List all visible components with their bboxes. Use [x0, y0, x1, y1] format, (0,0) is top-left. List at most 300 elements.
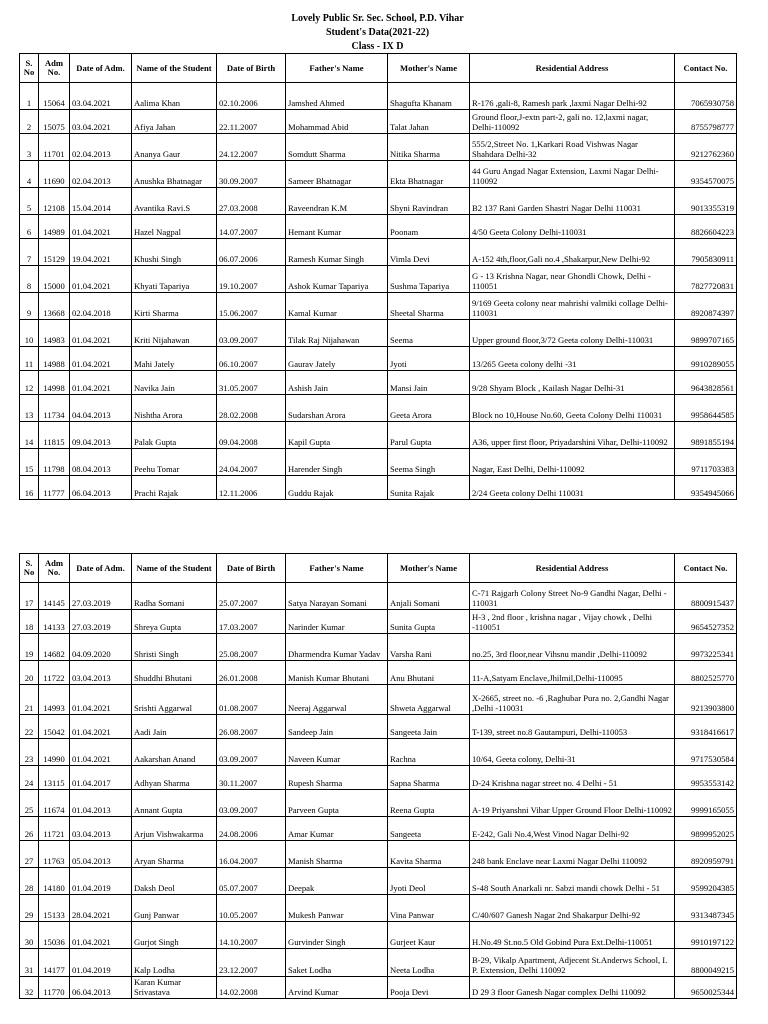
cell-sno: 16	[20, 476, 39, 500]
cell-sno: 3	[20, 134, 39, 161]
cell-dob: 27.03.2008	[217, 188, 286, 215]
cell-dob: 14.10.2007	[217, 922, 286, 949]
table-row	[20, 110, 737, 134]
cell-adm: 14177	[39, 949, 70, 977]
cell-sno: 24	[20, 766, 39, 790]
cell-adm: 11721	[39, 817, 70, 841]
cell-addr: 4/50 Geeta Colony Delhi-110031	[470, 215, 675, 239]
table-row	[20, 895, 737, 922]
cell-adm: 11722	[39, 661, 70, 685]
table-row	[20, 395, 737, 422]
cell-mother: Sheetal Sharma	[388, 293, 470, 320]
cell-name: Aalima Khan	[132, 83, 217, 110]
column-header-sno: S. No	[20, 54, 39, 83]
cell-mother: Shyni Ravindran	[388, 188, 470, 215]
cell-date: 06.04.2013	[70, 476, 132, 500]
cell-phone: 9899707165	[675, 320, 737, 347]
cell-phone: 9910289055	[675, 347, 737, 371]
cell-mother: Geeta Arora	[388, 395, 470, 422]
cell-date: 01.04.2021	[70, 266, 132, 293]
cell-mother: Rachna	[388, 739, 470, 766]
cell-date: 27.03.2019	[70, 610, 132, 634]
cell-dob: 14.02.2008	[217, 977, 286, 999]
cell-father: Sudarshan Arora	[286, 395, 388, 422]
student-table-1	[19, 53, 737, 500]
cell-adm: 11815	[39, 422, 70, 449]
cell-phone: 8800915437	[675, 583, 737, 610]
cell-mother: Vimla Devi	[388, 239, 470, 266]
cell-mother: Sapna Sharma	[388, 766, 470, 790]
column-header-name: Name of the Student	[132, 54, 217, 83]
cell-addr: C-71 Rajgarh Colony Street No-9 Gandhi Nagar, Delhi - 110031	[470, 583, 675, 610]
cell-name: Ananya Gaur	[132, 134, 217, 161]
cell-date: 01.04.2021	[70, 922, 132, 949]
column-header-phone: Contact No.	[675, 54, 737, 83]
cell-phone: 9650025344	[675, 977, 737, 999]
column-header-adm: Adm No.	[39, 554, 70, 583]
cell-adm: 11701	[39, 134, 70, 161]
cell-adm: 15000	[39, 266, 70, 293]
cell-mother: Ekta Bhatnagar	[388, 161, 470, 188]
cell-sno: 21	[20, 685, 39, 715]
cell-adm: 14993	[39, 685, 70, 715]
cell-date: 01.04.2021	[70, 371, 132, 395]
cell-phone: 9013355319	[675, 188, 737, 215]
cell-sno: 8	[20, 266, 39, 293]
cell-name: Kalp Lodha	[132, 949, 217, 977]
cell-date: 04.04.2013	[70, 395, 132, 422]
cell-phone: 7065930758	[675, 83, 737, 110]
table-row	[20, 215, 737, 239]
cell-mother: Varsha Rani	[388, 634, 470, 661]
cell-father: Manish Sharma	[286, 841, 388, 868]
cell-addr: no.25, 3rd floor,near Vihsnu mandir ,Delhi-110092	[470, 634, 675, 661]
table-header-row	[20, 54, 737, 83]
cell-mother: Neeta Lodha	[388, 949, 470, 977]
cell-father: Ramesh Kumar Singh	[286, 239, 388, 266]
table-row	[20, 661, 737, 685]
cell-phone: 7827720831	[675, 266, 737, 293]
cell-date: 03.04.2021	[70, 110, 132, 134]
cell-sno: 7	[20, 239, 39, 266]
cell-sno: 2	[20, 110, 39, 134]
table-row	[20, 739, 737, 766]
cell-date: 02.04.2013	[70, 161, 132, 188]
table-row	[20, 817, 737, 841]
cell-phone: 9313487345	[675, 895, 737, 922]
cell-dob: 03.09.2007	[217, 320, 286, 347]
cell-adm: 11674	[39, 790, 70, 817]
table-row	[20, 868, 737, 895]
cell-date: 01.04.2021	[70, 739, 132, 766]
cell-adm: 11770	[39, 977, 70, 999]
cell-dob: 30.09.2007	[217, 161, 286, 188]
cell-phone: 7905830911	[675, 239, 737, 266]
cell-addr: A36, upper first floor, Priyadarshini Vihar, Delhi-110092	[470, 422, 675, 449]
cell-phone: 9654527352	[675, 610, 737, 634]
cell-addr: 555/2,Street No. 1,Karkari Road Vishwas Nagar Shahdara Delhi-32	[470, 134, 675, 161]
cell-father: Jamshed Ahmed	[286, 83, 388, 110]
cell-adm: 11798	[39, 449, 70, 476]
cell-date: 03.04.2021	[70, 83, 132, 110]
cell-phone: 8802525770	[675, 661, 737, 685]
cell-adm: 15129	[39, 239, 70, 266]
cell-name: Palak Gupta	[132, 422, 217, 449]
cell-date: 08.04.2013	[70, 449, 132, 476]
cell-mother: Jyoti	[388, 347, 470, 371]
cell-name: Avantika Ravi.S	[132, 188, 217, 215]
cell-dob: 05.07.2007	[217, 868, 286, 895]
cell-addr: T-139, street no.8 Gautampuri, Delhi-110053	[470, 715, 675, 739]
cell-date: 01.04.2021	[70, 715, 132, 739]
cell-addr: 2/24 Geeta colony Delhi 110031	[470, 476, 675, 500]
table-row	[20, 83, 737, 110]
cell-adm: 11777	[39, 476, 70, 500]
cell-mother: Seema	[388, 320, 470, 347]
cell-addr: 9/169 Geeta colony near mahrishi valmiki collage Delhi-110031	[470, 293, 675, 320]
cell-sno: 5	[20, 188, 39, 215]
table-header-row	[20, 554, 737, 583]
cell-father: Hemant Kumar	[286, 215, 388, 239]
cell-dob: 19.10.2007	[217, 266, 286, 293]
cell-addr: Nagar, East Delhi, Delhi-110092	[470, 449, 675, 476]
cell-dob: 25.07.2007	[217, 583, 286, 610]
cell-name: Aryan Sharma	[132, 841, 217, 868]
cell-father: Gurvinder Singh	[286, 922, 388, 949]
cell-mother: Sangeeta Jain	[388, 715, 470, 739]
cell-father: Kapil Gupta	[286, 422, 388, 449]
cell-phone: 8920874397	[675, 293, 737, 320]
cell-dob: 30.11.2007	[217, 766, 286, 790]
cell-sno: 15	[20, 449, 39, 476]
cell-father: Satya Narayan Somani	[286, 583, 388, 610]
cell-dob: 26.08.2007	[217, 715, 286, 739]
cell-date: 01.04.2021	[70, 347, 132, 371]
cell-sno: 17	[20, 583, 39, 610]
column-header-mother: Mother's Name	[388, 54, 470, 83]
cell-name: Hazel Nagpal	[132, 215, 217, 239]
cell-mother: Kavita Sharma	[388, 841, 470, 868]
cell-addr: A-19 Priyanshni Vihar Upper Ground Floor Delhi-110092	[470, 790, 675, 817]
cell-adm: 14989	[39, 215, 70, 239]
cell-dob: 10.05.2007	[217, 895, 286, 922]
cell-mother: Poonam	[388, 215, 470, 239]
cell-addr: 44 Guru Angad Nagar Extension, Laxmi Nagar Delhi- 110092	[470, 161, 675, 188]
cell-name: Peehu Tomar	[132, 449, 217, 476]
cell-addr: 10/64, Geeta colony, Delhi-31	[470, 739, 675, 766]
column-header-date: Date of Adm.	[70, 54, 132, 83]
cell-father: Manish Kumar Bhutani	[286, 661, 388, 685]
cell-name: Shristi Singh	[132, 634, 217, 661]
cell-mother: Anu Bhutani	[388, 661, 470, 685]
table-row	[20, 634, 737, 661]
cell-father: Kamal Kumar	[286, 293, 388, 320]
column-header-dob: Date of Birth	[217, 554, 286, 583]
cell-sno: 10	[20, 320, 39, 347]
cell-dob: 24.08.2006	[217, 817, 286, 841]
table-row	[20, 188, 737, 215]
cell-addr: R-176 ,gali-8, Ramesh park ,laxmi Nagar Delhi-92	[470, 83, 675, 110]
cell-adm: 13115	[39, 766, 70, 790]
cell-addr: Block no 10,House No.60, Geeta Colony Delhi 110031	[470, 395, 675, 422]
cell-father: Tilak Raj Nijahawan	[286, 320, 388, 347]
cell-adm: 15036	[39, 922, 70, 949]
cell-dob: 16.04.2007	[217, 841, 286, 868]
cell-phone: 8755798777	[675, 110, 737, 134]
cell-dob: 17.03.2007	[217, 610, 286, 634]
cell-date: 02.04.2018	[70, 293, 132, 320]
cell-father: Deepak	[286, 868, 388, 895]
cell-adm: 15064	[39, 83, 70, 110]
cell-name: Mahi Jately	[132, 347, 217, 371]
table-row	[20, 239, 737, 266]
cell-adm: 14990	[39, 739, 70, 766]
cell-phone: 9999165055	[675, 790, 737, 817]
cell-dob: 06.07.2006	[217, 239, 286, 266]
cell-adm: 15075	[39, 110, 70, 134]
cell-date: 06.04.2013	[70, 977, 132, 999]
cell-addr: Upper ground floor,3/72 Geeta colony Delhi-110031	[470, 320, 675, 347]
column-header-adm: Adm No.	[39, 54, 70, 83]
cell-name: Khyati Tapariya	[132, 266, 217, 293]
table-row	[20, 715, 737, 739]
cell-name: Prachi Rajak	[132, 476, 217, 500]
cell-date: 01.04.2013	[70, 790, 132, 817]
cell-sno: 18	[20, 610, 39, 634]
cell-dob: 03.09.2007	[217, 790, 286, 817]
cell-dob: 24.04.2007	[217, 449, 286, 476]
table-row	[20, 949, 737, 977]
cell-name: Shreya Gupta	[132, 610, 217, 634]
cell-father: Parveen Gupta	[286, 790, 388, 817]
cell-mother: Pooja Devi	[388, 977, 470, 999]
table-row	[20, 134, 737, 161]
table-row	[20, 841, 737, 868]
cell-phone: 9599204385	[675, 868, 737, 895]
cell-father: Ashish Jain	[286, 371, 388, 395]
cell-sno: 22	[20, 715, 39, 739]
cell-dob: 26.01.2008	[217, 661, 286, 685]
column-header-addr: Residential Address	[470, 554, 675, 583]
cell-dob: 22.11.2007	[217, 110, 286, 134]
table-row	[20, 583, 737, 610]
cell-phone: 9354945066	[675, 476, 737, 500]
cell-sno: 32	[20, 977, 39, 999]
cell-adm: 14988	[39, 347, 70, 371]
cell-mother: Mansi Jain	[388, 371, 470, 395]
cell-dob: 31.05.2007	[217, 371, 286, 395]
cell-name: Daksh Deol	[132, 868, 217, 895]
cell-name: Shuddhi Bhutani	[132, 661, 217, 685]
cell-adm: 11690	[39, 161, 70, 188]
cell-mother: Sunita Gupta	[388, 610, 470, 634]
cell-adm: 15133	[39, 895, 70, 922]
cell-name: Radha Somani	[132, 583, 217, 610]
cell-date: 01.04.2019	[70, 868, 132, 895]
table-row	[20, 766, 737, 790]
cell-father: Sameer Bhatnagar	[286, 161, 388, 188]
cell-phone: 9899952025	[675, 817, 737, 841]
cell-mother: Talat Jahan	[388, 110, 470, 134]
table-row	[20, 347, 737, 371]
cell-addr: D 29 3 floor Ganesh Nagar complex Delhi 110092	[470, 977, 675, 999]
cell-addr: 11-A,Satyam Enclave,Jhilmil,Delhi-110095	[470, 661, 675, 685]
cell-addr: C/40/607 Ganesh Nagar 2nd Shakarpur Delhi-92	[470, 895, 675, 922]
cell-addr: 13/265 Geeta colony delhi -31	[470, 347, 675, 371]
table-row	[20, 320, 737, 347]
data-title: Student's Data(2021-22)	[325, 27, 430, 38]
cell-father: Amar Kumar	[286, 817, 388, 841]
cell-addr: G - 13 Krishna Nagar, near Ghondli Chowk, Delhi - 110051	[470, 266, 675, 293]
cell-sno: 11	[20, 347, 39, 371]
cell-dob: 02.10.2006	[217, 83, 286, 110]
cell-father: Rupesh Sharma	[286, 766, 388, 790]
column-header-name: Name of the Student	[132, 554, 217, 583]
cell-date: 03.04.2013	[70, 817, 132, 841]
cell-mother: Seema Singh	[388, 449, 470, 476]
cell-name: Srishti Aggarwal	[132, 685, 217, 715]
cell-sno: 13	[20, 395, 39, 422]
cell-sno: 25	[20, 790, 39, 817]
table-row	[20, 610, 737, 634]
cell-name: Kirti Sharma	[132, 293, 217, 320]
cell-phone: 9717530584	[675, 739, 737, 766]
cell-adm: 14983	[39, 320, 70, 347]
table-row	[20, 790, 737, 817]
cell-name: Aakarshan Anand	[132, 739, 217, 766]
table-row	[20, 476, 737, 500]
cell-dob: 06.10.2007	[217, 347, 286, 371]
cell-phone: 9213903800	[675, 685, 737, 715]
cell-sno: 26	[20, 817, 39, 841]
cell-adm: 14180	[39, 868, 70, 895]
cell-name: Navika Jain	[132, 371, 217, 395]
cell-addr: S-48 South Anarkali nr. Sabzi mandi chowk Delhi - 51	[470, 868, 675, 895]
cell-adm: 14998	[39, 371, 70, 395]
cell-date: 01.04.2021	[70, 215, 132, 239]
cell-sno: 28	[20, 868, 39, 895]
cell-addr: D-24 Krishna nagar street no. 4 Delhi - 51	[470, 766, 675, 790]
cell-name: Adhyan Sharma	[132, 766, 217, 790]
cell-adm: 14133	[39, 610, 70, 634]
cell-phone: 9212762360	[675, 134, 737, 161]
cell-phone: 9643828561	[675, 371, 737, 395]
cell-sno: 31	[20, 949, 39, 977]
cell-name: Gunj Panwar	[132, 895, 217, 922]
cell-mother: Sangeeta	[388, 817, 470, 841]
cell-addr: B-29, Vikalp Apartment, Adjecent St.Anderws School, I. P. Extension, Delhi 110092	[470, 949, 675, 977]
cell-dob: 28.02.2008	[217, 395, 286, 422]
cell-name: Gurjot Singh	[132, 922, 217, 949]
cell-dob: 12.11.2006	[217, 476, 286, 500]
column-header-sno: S. No	[20, 554, 39, 583]
table-row	[20, 371, 737, 395]
cell-addr: E-242, Gali No.4,West Vinod Nagar Delhi-92	[470, 817, 675, 841]
cell-father: Raveendran K.M	[286, 188, 388, 215]
cell-phone: 9711703383	[675, 449, 737, 476]
cell-phone: 9953553142	[675, 766, 737, 790]
cell-mother: Nitika Sharma	[388, 134, 470, 161]
cell-father: Harender Singh	[286, 449, 388, 476]
cell-father: Ashok Kumar Tapariya	[286, 266, 388, 293]
cell-name: Arjun Vishwakarma	[132, 817, 217, 841]
column-header-date: Date of Adm.	[70, 554, 132, 583]
cell-phone: 9891855194	[675, 422, 737, 449]
cell-mother: Sunita Rajak	[388, 476, 470, 500]
cell-name: Annant Gupta	[132, 790, 217, 817]
cell-father: Narinder Kumar	[286, 610, 388, 634]
cell-mother: Reena Gupta	[388, 790, 470, 817]
cell-addr: H-3 , 2nd floor , krishna nagar , Vijay chowk , Delhi -110051	[470, 610, 675, 634]
cell-adm: 14145	[39, 583, 70, 610]
cell-father: Neeraj Aggarwal	[286, 685, 388, 715]
cell-dob: 01.08.2007	[217, 685, 286, 715]
column-header-addr: Residential Address	[470, 54, 675, 83]
cell-dob: 03.09.2007	[217, 739, 286, 766]
column-header-phone: Contact No.	[675, 554, 737, 583]
cell-adm: 11734	[39, 395, 70, 422]
cell-dob: 09.04.2008	[217, 422, 286, 449]
cell-date: 02.04.2013	[70, 134, 132, 161]
cell-mother: Vina Panwar	[388, 895, 470, 922]
cell-date: 28.04.2021	[70, 895, 132, 922]
cell-date: 15.04.2014	[70, 188, 132, 215]
table-row	[20, 293, 737, 320]
cell-date: 01.04.2021	[70, 685, 132, 715]
cell-mother: Shweta Aggarwal	[388, 685, 470, 715]
cell-mother: Shagufta Khanam	[388, 83, 470, 110]
cell-date: 05.04.2013	[70, 841, 132, 868]
cell-name: Khushi Singh	[132, 239, 217, 266]
cell-adm: 12108	[39, 188, 70, 215]
table-row	[20, 922, 737, 949]
cell-name: Kriti Nijahawan	[132, 320, 217, 347]
cell-date: 03.04.2013	[70, 661, 132, 685]
cell-dob: 25.08.2007	[217, 634, 286, 661]
cell-mother: Gurjeet Kaur	[388, 922, 470, 949]
cell-addr: 248 bank Enclave near Laxmi Nagar Delhi 110092	[470, 841, 675, 868]
cell-name: Nishtha Arora	[132, 395, 217, 422]
cell-mother: Parul Gupta	[388, 422, 470, 449]
cell-addr: Ground floor,J-extn part-2, gali no. 12,laxmi nagar, Delhi-110092	[470, 110, 675, 134]
cell-phone: 8800049215	[675, 949, 737, 977]
student-table-2	[19, 553, 737, 999]
cell-sno: 20	[20, 661, 39, 685]
cell-sno: 12	[20, 371, 39, 395]
cell-dob: 15.06.2007	[217, 293, 286, 320]
cell-phone: 9973225341	[675, 634, 737, 661]
cell-name: Afiya Jahan	[132, 110, 217, 134]
cell-father: Sandeep Jain	[286, 715, 388, 739]
cell-sno: 23	[20, 739, 39, 766]
cell-date: 19.04.2021	[70, 239, 132, 266]
cell-addr: X-2665, street no. -6 ,Raghubar Pura no. 2,Gandhi Nagar ,Delhi -110031	[470, 685, 675, 715]
cell-date: 01.04.2019	[70, 949, 132, 977]
cell-sno: 29	[20, 895, 39, 922]
cell-father: Mohammad Abid	[286, 110, 388, 134]
table-row	[20, 685, 737, 715]
cell-father: Gaurav Jately	[286, 347, 388, 371]
cell-dob: 23.12.2007	[217, 949, 286, 977]
cell-date: 01.04.2017	[70, 766, 132, 790]
cell-date: 27.03.2019	[70, 583, 132, 610]
table-row	[20, 266, 737, 293]
school-name: Lovely Public Sr. Sec. School, P.D. Vihar	[291, 13, 464, 24]
cell-name: Anushka Bhatnagar	[132, 161, 217, 188]
table-row	[20, 449, 737, 476]
column-header-father: Father's Name	[286, 54, 388, 83]
cell-father: Arvind Kumar	[286, 977, 388, 999]
